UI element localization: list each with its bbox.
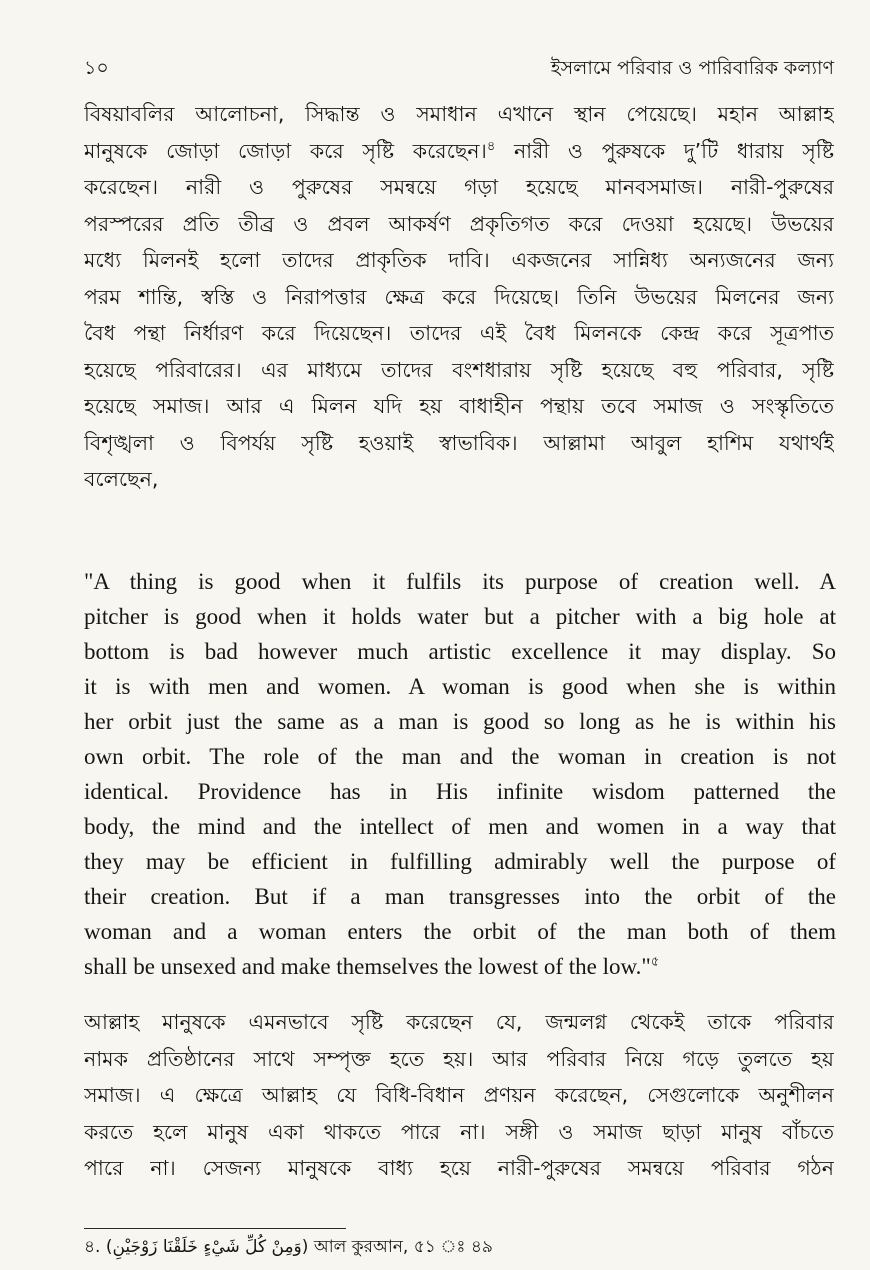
- text-line: হয়েছে পরিবারের। এর মাধ্যমে তাদের বংশধারায় সৃষ্টি হয়েছে বহু পরিবার, সৃষ্টি: [84, 357, 834, 382]
- text-line: নামক প্রতিষ্ঠানের সাথে সম্পৃক্ত হতে হয়। আর পরিবার নিয়ে গড়ে তুলতে হয়: [84, 1046, 834, 1071]
- quote-line: it is with men and women. A woman is good when she is within: [84, 674, 836, 699]
- text-line: পারে না। সেজন্য মানুষকে বাধ্য হয়ে নারী-পুরুষের সমন্বয়ে পরিবার গঠন: [84, 1156, 834, 1180]
- text-segment: মানুষকে জোড়া জোড়া করে সৃষ্টি করেছেন।: [84, 138, 487, 163]
- block-quote: [84, 564, 836, 984]
- text-line: পরস্পরের প্রতি তীব্র ও প্রবল আকর্ষণ প্রকৃতিগত করে দেওয়া হয়েছে। উভয়ের: [84, 211, 834, 236]
- text-segment: নারী ও পুরুষকে দু’টি ধারায় সৃষ্টি: [513, 138, 834, 163]
- page-number: ১০: [84, 57, 109, 79]
- paragraph-2: [84, 1004, 834, 1187]
- text-line: মধ্যে মিলনই হলো তাদের প্রাকৃতিক দাবি। একজনের সান্নিধ্য অন্যজনের জন্য: [84, 248, 834, 272]
- footnote-ref: ৫: [650, 954, 660, 970]
- page-header: [84, 54, 834, 88]
- footnote: [84, 1234, 493, 1262]
- footnote-number: ৪.: [84, 1237, 101, 1257]
- text-line: বলেছেন,: [84, 467, 159, 491]
- quote-line: identical. Providence has in His infinite wisdom patterned the: [84, 779, 836, 804]
- quote-line: they may be efficient in fulfilling admirably well the purpose of: [84, 849, 836, 874]
- quote-line: body, the mind and the intellect of men and women in a way that: [84, 814, 836, 839]
- quote-line: bottom is bad however much artistic excellence it may display. So: [84, 639, 836, 664]
- text-line: করতে হলে মানুষ একা থাকতে পারে না। সঙ্গী ও সমাজ ছাড়া মানুষ বাঁচতে: [84, 1119, 834, 1144]
- footnote-divider: [84, 1228, 346, 1229]
- quote-line: woman and a woman enters the orbit of the man both of them: [84, 919, 836, 944]
- text-line: বিশৃঙ্খলা ও বিপর্যয় সৃষ্টি হওয়াই স্বাভাবিক। আল্লামা আবুল হাশিম যথার্থই: [84, 430, 834, 455]
- text-line: করেছেন। নারী ও পুরুষের সমন্বয়ে গড়া হয়েছে মানবসমাজ। নারী-পুরুষের: [84, 175, 834, 199]
- quote-line: own orbit. The role of the man and the woman in creation is not: [84, 744, 836, 769]
- quote-line: [84, 949, 836, 984]
- running-title: ইসলামে পরিবার ও পারিবারিক কল্যাণ: [550, 57, 834, 79]
- text-line: বৈধ পন্থা নির্ধারণ করে দিয়েছেন। তাদের এই বৈধ মিলনকে কেন্দ্র করে সূত্রপাত: [84, 321, 834, 345]
- footnote-citation: আল কুরআন, ৫১ ঃ ৪৯: [313, 1237, 493, 1257]
- quote-line: pitcher is good when it holds water but a pitcher with a big hole at: [84, 604, 836, 629]
- footnote-arabic-verse: (وَمِنْ كُلِّ شَيْءٍ خَلَقْنَا زَوْجَيْنِ): [105, 1237, 309, 1257]
- text-line: আল্লাহ মানুষকে এমনভাবে সৃষ্টি করেছেন যে, জন্মলগ্ন থেকেই তাকে পরিবার: [84, 1010, 834, 1034]
- footnote-ref: ৪: [486, 138, 496, 154]
- text-line: হয়েছে সমাজ। আর এ মিলন যদি হয় বাধাহীন পন্থায় তবে সমাজ ও সংস্কৃতিতে: [84, 394, 834, 418]
- quote-line: their creation. But if a man transgresses into the orbit of the: [84, 884, 836, 909]
- text-line: [84, 133, 834, 170]
- quote-line: "A thing is good when it fulfils its purpose of creation well. A: [84, 569, 836, 594]
- quote-line: her orbit just the same as a man is good so long as he is within his: [84, 709, 836, 734]
- text-line: পরম শান্তি, স্বস্তি ও নিরাপত্তার ক্ষেত্র করে দিয়েছে। তিনি উভয়ের মিলনের জন্য: [84, 284, 834, 309]
- text-segment: shall be unsexed and make themselves the lowest of the low.": [84, 954, 651, 979]
- text-line: সমাজ। এ ক্ষেত্রে আল্লাহ যে বিধি-বিধান প্রণয়ন করেছেন, সেগুলোকে অনুশীলন: [84, 1083, 834, 1107]
- text-line: বিষয়াবলির আলোচনা, সিদ্ধান্ত ও সমাধান এখানে স্থান পেয়েছে। মহান আল্লাহ: [84, 102, 834, 126]
- paragraph-1: [84, 96, 834, 498]
